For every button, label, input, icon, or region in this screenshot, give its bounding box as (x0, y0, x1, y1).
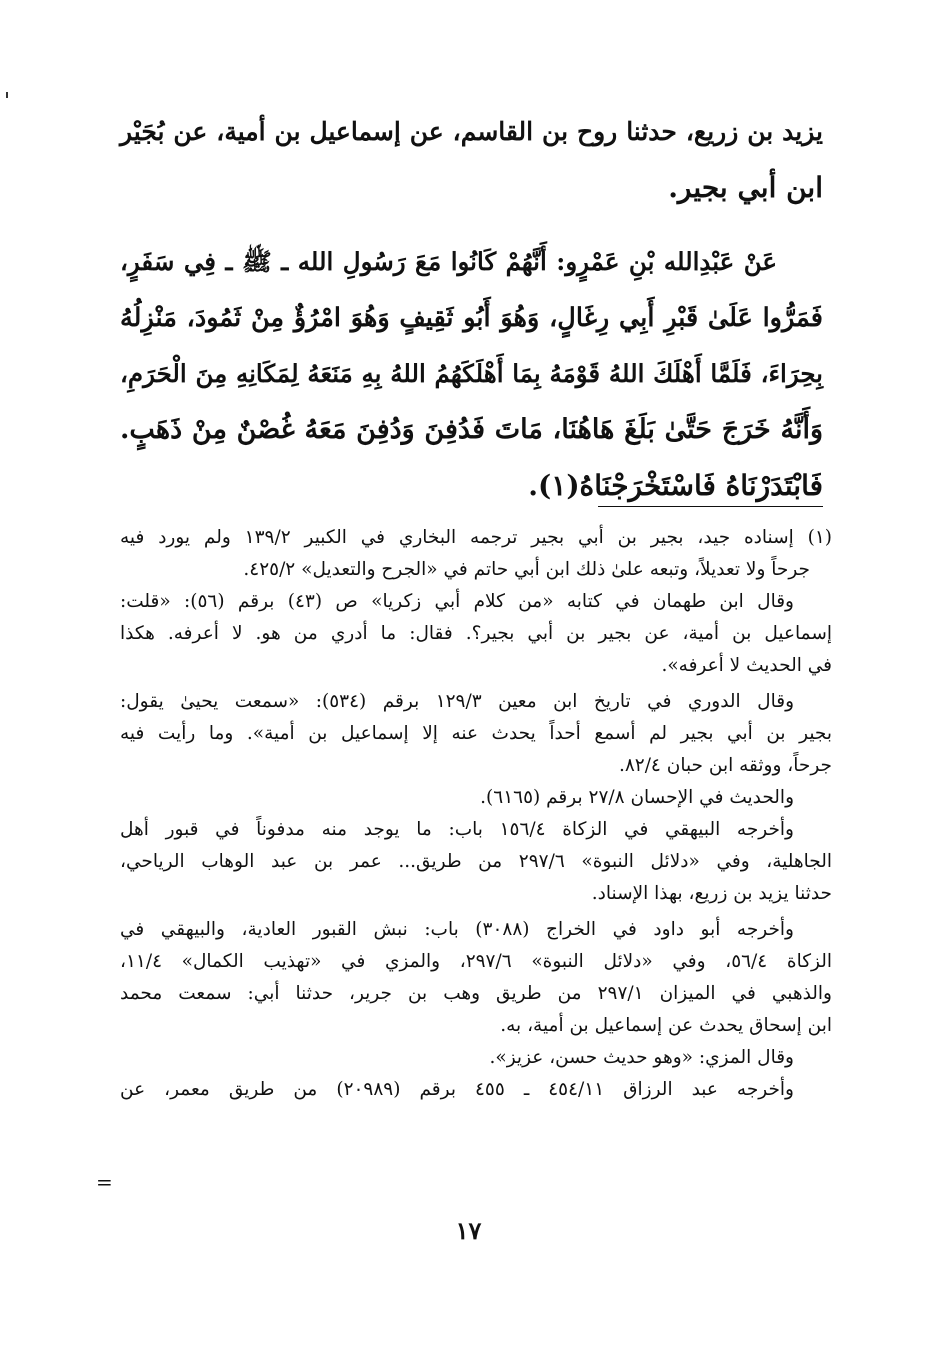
footnote-line: (١) إسناده جيد، بجير بن أبي بجير ترجمه البخاري في الكبير ١٣٩/٢ ولم يورد فيه (120, 527, 833, 548)
footnote-line: في الحديث لا أعرفه». (661, 655, 832, 676)
footnote-line: وأخرجه البيهقي في الزكاة ١٥٦/٤ باب: ما يوجد منه مدفوناً في قبور أهل (120, 819, 794, 840)
footnote-line: إسماعيل بن أمية، عن بجير بن أبي بجير؟. فقال: ما أدري من هو. لا أعرفه. هكذا (120, 623, 832, 644)
footnote-line: وأخرجه عبد الرزاق ٤٥٤/١١ ـ ٤٥٥ برقم (٢٠٩٨٩) من طريق معمر، عن (120, 1079, 794, 1100)
main-text (120, 104, 823, 514)
scan-edge-mark (6, 92, 8, 98)
isnad-line: ابن أبي بجير. (668, 171, 823, 204)
footnotes (120, 522, 832, 1106)
footnote-line: ابن إسحاق يحدث عن إسماعيل بن أمية، به. (500, 1015, 832, 1036)
footnote-line: الجاهلية، وفي «دلائل النبوة» ٢٩٧/٦ من طريق... عمر بن عبد الوهاب الرياحي، (120, 851, 832, 872)
page-number: ١٧ (455, 1216, 482, 1245)
hadith-line: عَنْ عَبْدِالله بْنِ عَمْرٍو: أَنَّهُمْ كَانُوا مَعَ رَسُولِ الله ـ ﷺ ـ فِي سَفَرٍ، (120, 247, 777, 276)
footnote-line: الزكاة ٥٦/٤، وفي «دلائل النبوة» ٢٩٧/٦، والمزي في «تهذيب الكمال» ١١/٤، (120, 951, 832, 972)
hadith-line: فَمَرُّوا عَلَىٰ قَبْرِ أَبِي رِغَالٍ، وَهُوَ أَبُو ثَقِيفٍ وَهُوَ امْرُؤٌ مِنْ ثَمُودَ، مَنْزِلُهُ (120, 303, 823, 333)
footnote-line: جرحاً ولا تعديلاً، وتبعه علىٰ ذلك ابن أبي حاتم في «الجرح والتعديل» ٤٢٥/٢. (243, 559, 810, 580)
footnote-line: حدثنا يزيد بن زريع، بهذا الإسناد. (591, 883, 832, 904)
continuation-mark: = (96, 1170, 113, 1194)
footnote-line: جرحاً، ووثقه ابن حبان ٨٢/٤. (618, 755, 832, 776)
footnote-line: وأخرجه أبو داود في الخراج (٣٠٨٨) باب: نبش القبور العادية، والبيهقي في (120, 919, 794, 940)
hadith-line: وَأَنَّهُ خَرَجَ حَتَّىٰ بَلَغَ هَاهُنَا، مَاتَ فَدُفِنَ وَدُفِنَ مَعَهُ غُصْنٌ مِنْ ذَهَبٍ. (120, 414, 823, 445)
footnote-line: بجير بن أبي بجير لم أسمع أحداً يحدث عنه إلا إسماعيل بن أمية». وما رأيت فيه (120, 723, 832, 744)
footnote-divider (598, 506, 823, 507)
footnote-line: وقال ابن طهمان في كتابه «من كلام أبي زكريا» ص (٤٣) برقم (٥٦): «قلت: (120, 591, 794, 612)
hadith-line: بِحِرَاءَ، فَلَمَّا أَهْلَكَ اللهُ قَوْمَهُ بِمَا أَهْلَكَهُمُ اللهُ بِهِ مَنَعَهُ لِمَكَانِهِ مِنَ الْحَرَمِ، (120, 359, 823, 388)
footnote-line: والحديث في الإحسان ٢٧/٨ برقم (٦١٦٥). (480, 787, 794, 808)
footnote-line: والذهبي في الميزان ٢٩٧/١ من طريق وهب بن جرير، حدثنا أبي: سمعت محمد (120, 983, 832, 1004)
hadith-line: فَابْتَدَرْنَاهُ فَاسْتَخْرَجْنَاهُ(١). (528, 469, 823, 502)
footnote-line: وقال الدوري في تاريخ ابن معين ١٢٩/٣ برقم (٥٣٤): «سمعت يحيىٰ يقول: (120, 691, 794, 712)
isnad-line: يزيد بن زريع، حدثنا روح بن القاسم، عن إسماعيل بن أمية، عن بُجَيْر (120, 117, 823, 146)
footnote-line: وقال المزي: «وهو حديث حسن، عزيز». (489, 1047, 794, 1068)
